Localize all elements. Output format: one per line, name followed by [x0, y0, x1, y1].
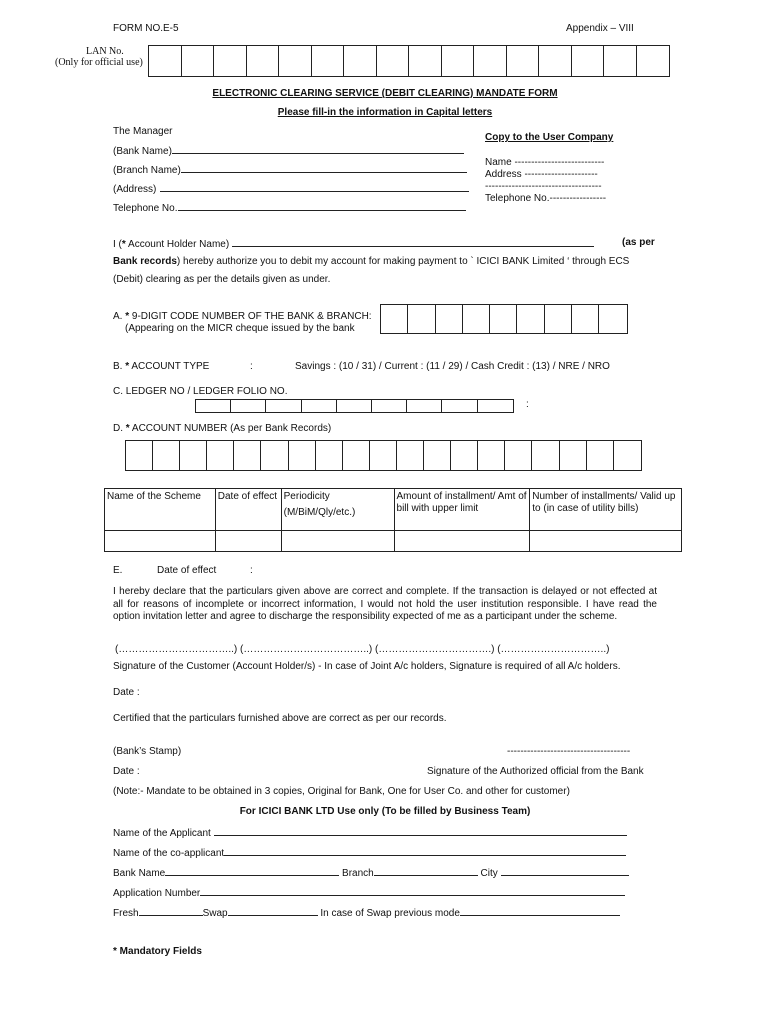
ledger-box[interactable]: [478, 400, 513, 412]
ledger-box[interactable]: [442, 400, 477, 412]
micr-box[interactable]: [408, 305, 435, 333]
section-b-colon: :: [250, 361, 253, 372]
as-per-label: (as per: [622, 237, 655, 248]
branch-icici-field[interactable]: [374, 866, 478, 876]
account-box[interactable]: [478, 441, 505, 470]
asterisk-icon: *: [121, 239, 126, 250]
declaration-text: I hereby declare that the particulars given above are correct and complete. If the transaction is delayed or not effected at all for reasons of incomplete or incorrect information, I would not hold the user institution responsible. I have read the option invitation letter and agree to discharge the responsibility expected of me as a participant under the scheme.: [113, 586, 657, 622]
copy-address-line: -----------------------------------: [485, 181, 602, 192]
section-a-sub: (Appearing on the MICR cheque issued by the bank: [125, 323, 355, 334]
account-box[interactable]: [560, 441, 587, 470]
previous-mode-field[interactable]: [460, 906, 620, 916]
ledger-box[interactable]: [302, 400, 337, 412]
section-c-label: C. LEDGER NO / LEDGER FOLIO NO.: [113, 386, 288, 397]
scheme-table-row[interactable]: [105, 531, 682, 552]
micr-box[interactable]: [436, 305, 463, 333]
form-title: ELECTRONIC CLEARING SERVICE (DEBIT CLEARING) MANDATE FORM: [212, 88, 558, 99]
account-holder-name-field[interactable]: [232, 237, 594, 247]
installments-cell[interactable]: [530, 531, 682, 552]
account-type-options[interactable]: Savings : (10 / 31) / Current : (11 / 29) / Cash Credit : (13) / NRE / NRO: [295, 361, 610, 372]
micr-box[interactable]: [381, 305, 408, 333]
bank-name-field[interactable]: [172, 144, 464, 154]
branch-name-field[interactable]: [181, 163, 467, 173]
account-box[interactable]: [397, 441, 424, 470]
section-c-colon: :: [526, 399, 529, 410]
city-field[interactable]: [501, 866, 629, 876]
account-box[interactable]: [370, 441, 397, 470]
account-box[interactable]: [614, 441, 641, 470]
lan-box[interactable]: [247, 46, 280, 76]
lan-box[interactable]: [539, 46, 572, 76]
authorize-line-2: Bank records) hereby authorize you to debit my account for making payment to ` ICICI BANK Limited ‘ through ECS: [113, 256, 630, 267]
micr-box[interactable]: [463, 305, 490, 333]
form-subtitle: Please fill-in the information in Capital letters: [277, 107, 493, 118]
authorize-line-3: (Debit) clearing as per the details given as under.: [113, 274, 331, 285]
account-box[interactable]: [180, 441, 207, 470]
micr-box[interactable]: [517, 305, 544, 333]
account-box[interactable]: [126, 441, 153, 470]
asterisk-icon: *: [113, 946, 117, 957]
bank-name-label: (Bank Name): [113, 144, 464, 157]
address-field[interactable]: [160, 182, 469, 192]
mandatory-fields-note: * Mandatory Fields: [113, 946, 202, 957]
lan-box[interactable]: [409, 46, 442, 76]
authorize-line-1: I (* Account Holder Name): [113, 237, 594, 250]
bank-stamp-label: (Bank’s Stamp): [113, 746, 182, 757]
section-b-label: B. * ACCOUNT TYPE: [113, 361, 210, 372]
account-box[interactable]: [343, 441, 370, 470]
swap-field[interactable]: [228, 906, 318, 916]
signature-placeholders[interactable]: (……………………………..) (………………………………..) (…………………………….) (…………………………..): [115, 644, 610, 655]
date-effect-cell[interactable]: [215, 531, 281, 552]
lan-box[interactable]: [377, 46, 410, 76]
account-box[interactable]: [316, 441, 343, 470]
application-number-row: Application Number: [113, 886, 625, 899]
ledger-box[interactable]: [407, 400, 442, 412]
account-box[interactable]: [207, 441, 234, 470]
micr-code-boxes[interactable]: [380, 304, 628, 334]
ledger-box[interactable]: [196, 400, 231, 412]
applicant-row: Name of the Applicant: [113, 826, 627, 839]
account-box[interactable]: [261, 441, 288, 470]
copy-address: Address ----------------------: [485, 169, 598, 180]
micr-box[interactable]: [545, 305, 572, 333]
lan-box[interactable]: [637, 46, 670, 76]
account-box[interactable]: [153, 441, 180, 470]
amount-cell[interactable]: [394, 531, 530, 552]
lan-box[interactable]: [442, 46, 475, 76]
date-label-1: Date :: [113, 687, 140, 698]
certified-text: Certified that the particulars furnished above are correct as per our records.: [113, 713, 447, 724]
col-periodicity: Periodicity (M/BiM/Qly/etc.): [281, 489, 394, 531]
col-date-effect: Date of effect: [215, 489, 281, 531]
micr-box[interactable]: [572, 305, 599, 333]
section-a-label: A. * 9-DIGIT CODE NUMBER OF THE BANK & BRANCH:: [113, 311, 372, 322]
date-label-2: Date :: [113, 766, 140, 777]
address-label: (Address): [113, 182, 469, 195]
lan-box[interactable]: [182, 46, 215, 76]
scheme-table: [104, 488, 682, 552]
customer-signature-label: Signature of the Customer (Account Holder/s) - In case of Joint A/c holders, Signature is required of all A/c holders.: [113, 661, 621, 672]
section-d-label: D. * ACCOUNT NUMBER (As per Bank Records): [113, 423, 332, 434]
micr-box[interactable]: [490, 305, 517, 333]
account-box[interactable]: [532, 441, 559, 470]
account-box[interactable]: [587, 441, 614, 470]
micr-box[interactable]: [599, 305, 626, 333]
col-installments: Number of installments/ Valid up to (in case of utility bills): [530, 489, 682, 531]
account-box[interactable]: [424, 441, 451, 470]
lan-box[interactable]: [572, 46, 605, 76]
branch-name-label: (Branch Name): [113, 163, 467, 176]
lan-box[interactable]: [344, 46, 377, 76]
lan-box[interactable]: [507, 46, 540, 76]
appendix-label: Appendix – VIII: [566, 23, 634, 34]
col-scheme-name: Name of the Scheme: [105, 489, 216, 531]
lan-label: LAN No.: [86, 46, 124, 57]
ledger-box[interactable]: [266, 400, 301, 412]
copy-telephone: Telephone No.-----------------: [485, 193, 607, 204]
authorized-signature-line[interactable]: -------------------------------------: [507, 746, 631, 757]
applicant-field[interactable]: [214, 826, 627, 836]
section-e-colon: :: [250, 565, 253, 576]
lan-box[interactable]: [312, 46, 345, 76]
telephone-label: Telephone No.: [113, 201, 466, 214]
copy-name: Name ---------------------------: [485, 157, 605, 168]
co-applicant-field[interactable]: [224, 846, 626, 856]
manager-label: The Manager: [113, 126, 173, 137]
ledger-box[interactable]: [372, 400, 407, 412]
section-e-label: E.: [113, 565, 123, 576]
bank-name-icici-field[interactable]: [165, 866, 339, 876]
section-e-text: Date of effect: [157, 565, 217, 576]
scheme-name-cell[interactable]: [105, 531, 216, 552]
lan-box[interactable]: [474, 46, 507, 76]
icici-title: For ICICI BANK LTD Use only (To be filled by Business Team): [239, 806, 531, 817]
scheme-table-header: [105, 489, 682, 531]
form-number: FORM NO.E-5: [113, 23, 179, 34]
lan-sublabel: (Only for official use): [55, 57, 143, 68]
fresh-field[interactable]: [139, 906, 203, 916]
ledger-box[interactable]: [231, 400, 266, 412]
copy-title: Copy to the User Company: [485, 132, 614, 143]
ledger-folio-boxes[interactable]: [195, 399, 514, 413]
account-box[interactable]: [234, 441, 261, 470]
telephone-field[interactable]: [178, 201, 466, 211]
asterisk-icon: *: [125, 361, 130, 372]
account-box[interactable]: [289, 441, 316, 470]
asterisk-icon: *: [125, 423, 130, 434]
account-box[interactable]: [505, 441, 532, 470]
note-text: (Note:- Mandate to be obtained in 3 copies, Original for Bank, One for User Co. and other for customer): [113, 786, 570, 797]
application-number-field[interactable]: [200, 886, 625, 896]
lan-number-boxes[interactable]: [148, 45, 670, 77]
periodicity-cell[interactable]: [281, 531, 394, 552]
lan-box[interactable]: [604, 46, 637, 76]
lan-box[interactable]: [214, 46, 247, 76]
asterisk-icon: *: [125, 311, 130, 322]
authorized-signature-label: Signature of the Authorized official from the Bank: [427, 766, 644, 777]
lan-box[interactable]: [149, 46, 182, 76]
col-amount: Amount of installment/ Amt of bill with upper limit: [394, 489, 530, 531]
ledger-box[interactable]: [337, 400, 372, 412]
account-box[interactable]: [451, 441, 478, 470]
co-applicant-row: Name of the co-applicant: [113, 846, 626, 859]
account-number-boxes[interactable]: [125, 440, 642, 471]
lan-box[interactable]: [279, 46, 312, 76]
fresh-swap-row: Fresh Swap In case of Swap previous mode: [113, 906, 620, 919]
bank-branch-city-row: Bank Name Branch City: [113, 866, 629, 879]
